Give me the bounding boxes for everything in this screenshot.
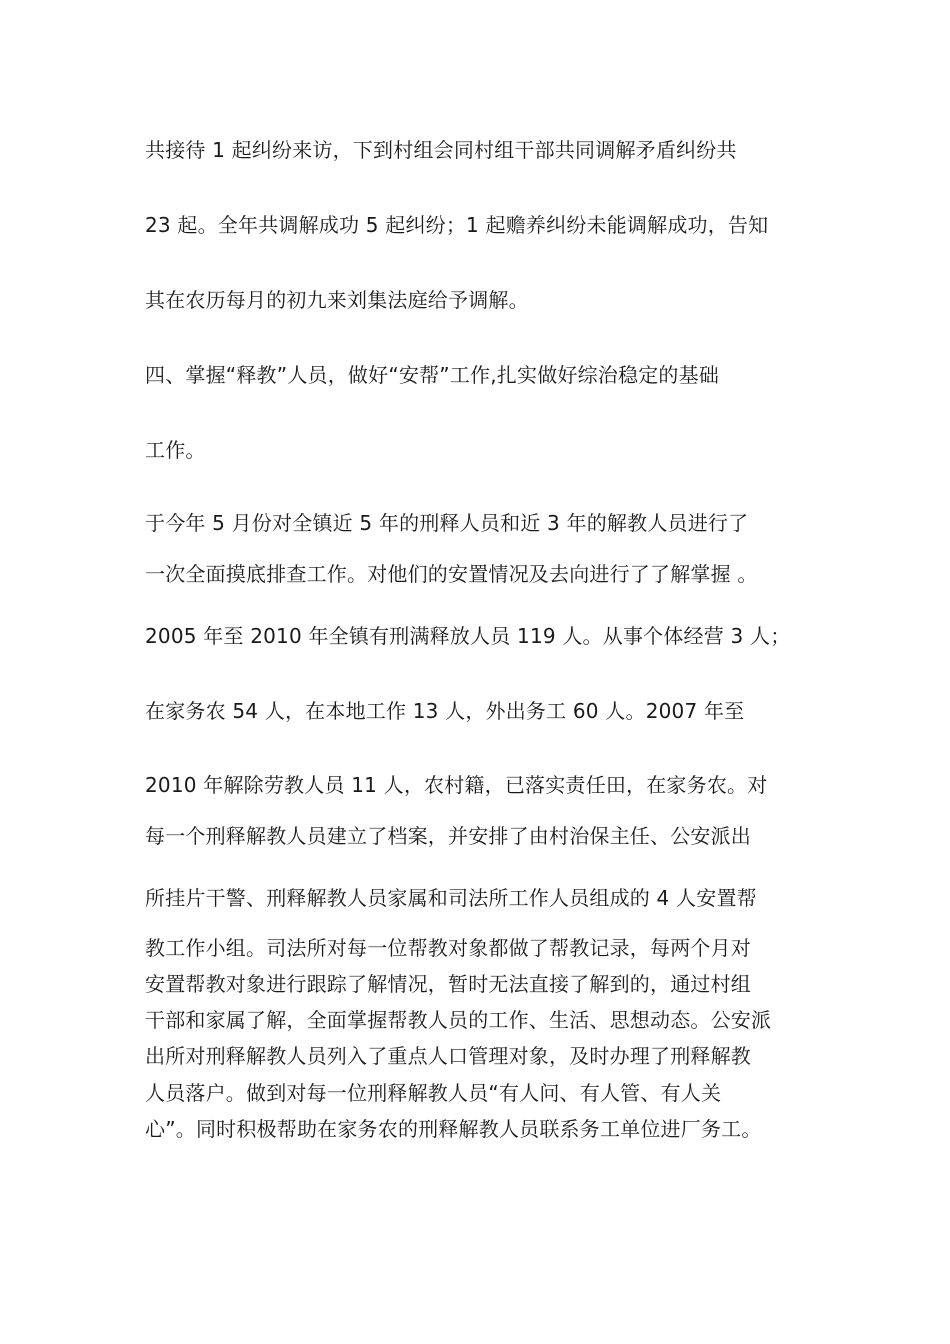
section-heading: 四、掌握“释教”人员，做好“安帮”工作,扎实做好综治稳定的基础 [145,363,720,387]
text-line: 在家务农 54 人，在本地工作 13 人，外出务工 60 人。2007 年至 [145,699,745,723]
text-line: 教工作小组。司法所对每一位帮教对象都做了帮教记录，每两个月对 [145,936,751,960]
text-line: 于今年 5 月份对全镇近 5 年的刑释人员和近 3 年的解教人员进行了 [145,511,749,535]
text-line: 其在农历每月的初九来刘集法庭给予调解。 [145,288,529,312]
text-line: 安置帮教对象进行跟踪了解情况，暂时无法直接了解到的，通过村组 [145,972,751,996]
text-line: 每一个刑释解教人员建立了档案，并安排了由村治保主任、公安派出 [145,824,751,848]
text-line: 干部和家属了解，全面掌握帮教人员的工作、生活、思想动态。公安派 [145,1008,772,1032]
text-line: 共接待 1 起纠纷来访，下到村组会同村组干部共同调解矛盾纠纷共 [145,138,737,162]
section-heading-continued: 工作。 [145,438,206,462]
text-line: 所挂片干警、刑释解教人员家属和司法所工作人员组成的 4 人安置帮 [145,886,757,910]
text-line: 出所对刑释解教人员列入了重点人口管理对象，及时办理了刑释解教 [145,1044,751,1068]
text-line: 一次全面摸底排查工作。对他们的安置情况及去向进行了了解掌握 。 [145,562,758,586]
text-line: 心”。同时积极帮助在家务农的刑释解教人员联系务工单位进厂务工。 [145,1117,762,1141]
text-line: 2005 年至 2010 年全镇有刑满释放人员 119 人。从事个体经营 3 人； [145,624,791,648]
text-line: 23 起。全年共调解成功 5 起纠纷；1 起赡养纠纷未能调解成功，告知 [145,213,769,237]
text-line: 2010 年解除劳教人员 11 人，农村籍，已落实责任田，在家务农。对 [145,773,768,797]
text-line: 人员落户。做到对每一位刑释解教人员“有人问、有人管、有人关 [145,1081,722,1105]
